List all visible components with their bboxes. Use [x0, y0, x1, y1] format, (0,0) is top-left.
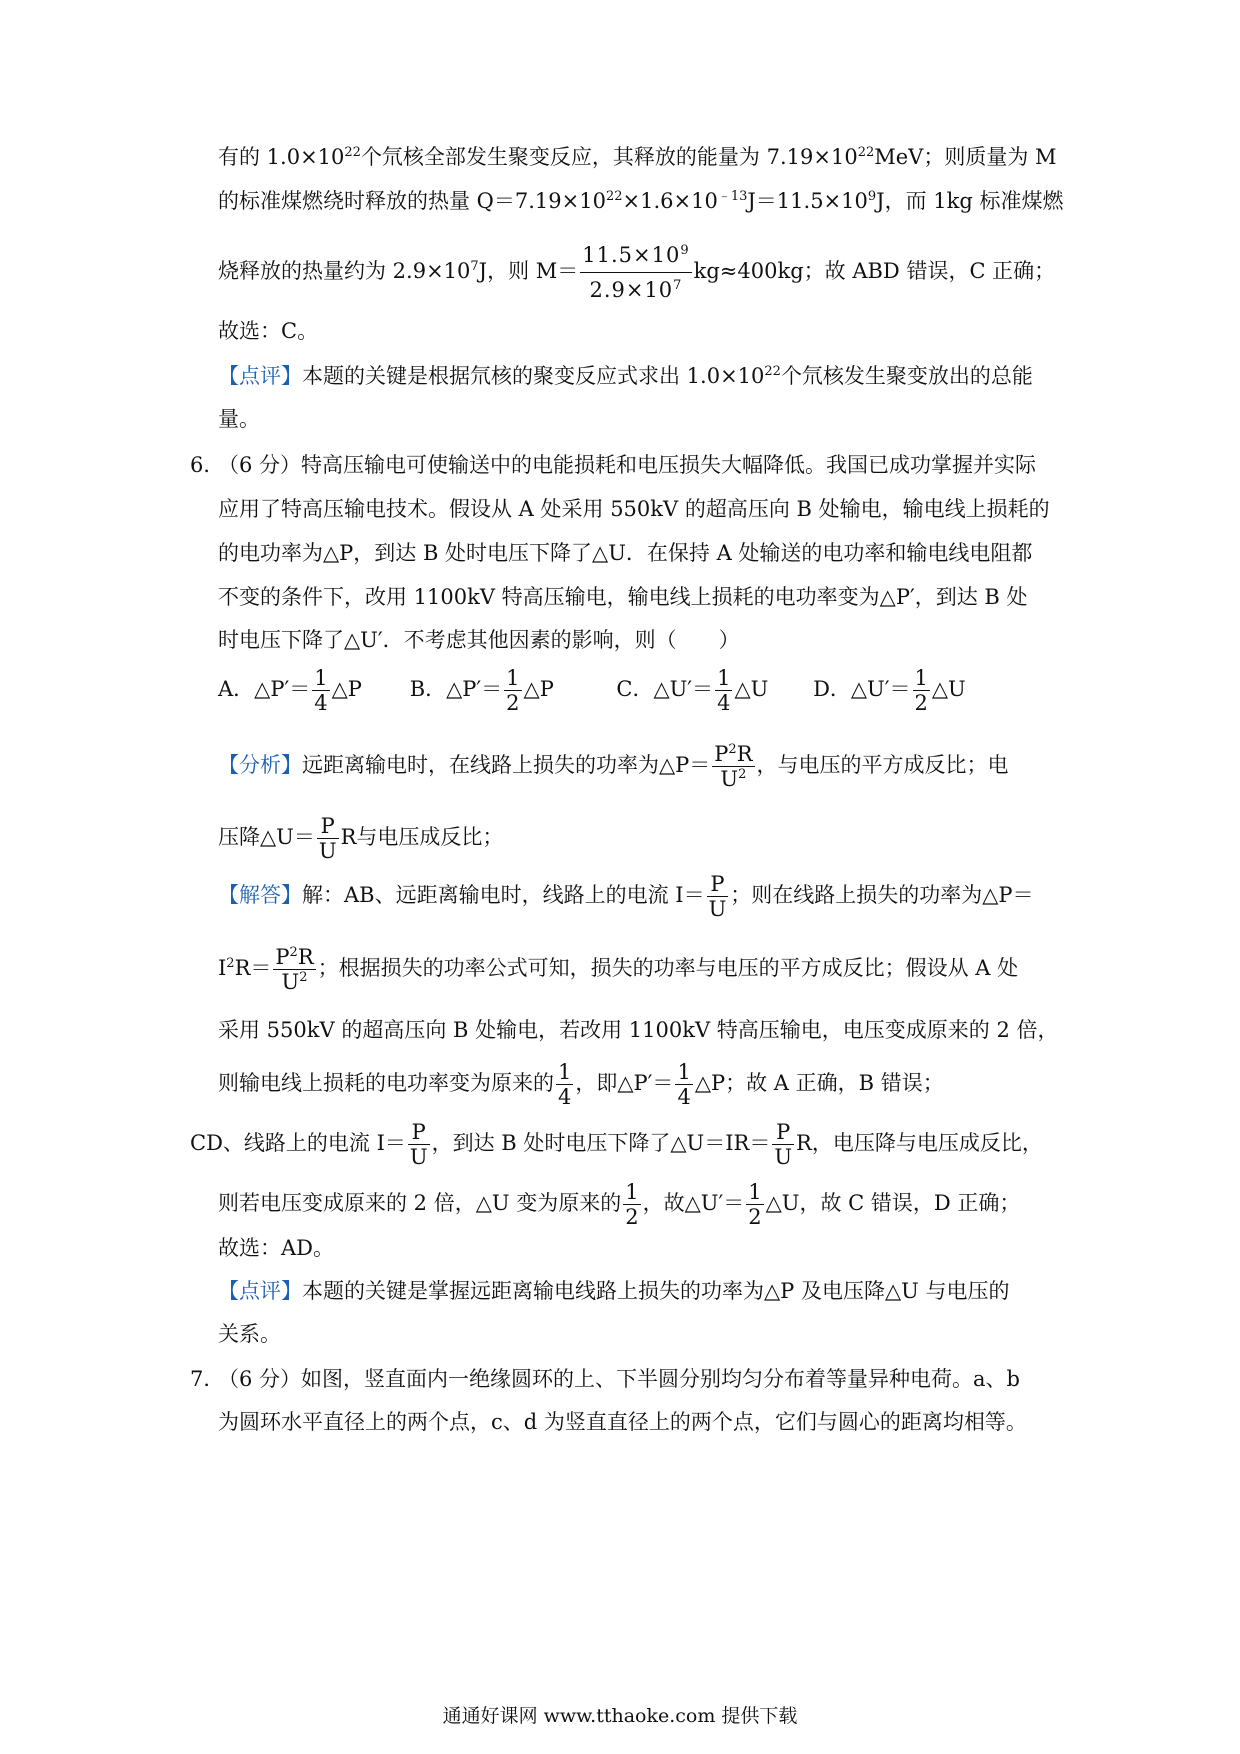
solution-line: 则输电线上损耗的电功率变为原来的 $\frac{1}{4}$ ，即△P′＝ $\frac{1}{4}$ △P；故 A 正确，B 错误；	[218, 1060, 944, 1109]
analysis-line: 压降△U＝ $\frac{P}{U}$ R与电压成反比；	[218, 814, 504, 863]
comment-line: 【点评】本题的关键是掌握远距离输电线路上损失的功率为△P 及电压降△U 与电压的	[218, 1279, 1010, 1303]
option-d: D．△U′＝ $\frac{1}{2}$ △U	[813, 666, 966, 715]
question-text: 应用了特高压输电技术。假设从 A 处采用 550kV 的超高压向 B 处输电，输电线上损耗的	[218, 497, 1050, 521]
question-text: 的电功率为△P，到达 B 处时电压下降了△U．在保持 A 处输送的电功率和输电线电阻都	[218, 541, 1033, 565]
page-footer: 通通好课网 www.tthaoke.com 提供下载	[442, 1705, 798, 1727]
question-number: 7．	[190, 1367, 225, 1391]
fraction: $\frac{11.5\times 10^9}{2.9\times 10^7}$	[580, 238, 691, 307]
solution-line: 【解答】解：AB、远距离输电时，线路上的电流 I＝ $\frac{P}{U}$ ；则在线路上损失的功率为△P＝	[218, 872, 1034, 921]
option-c: C．△U′＝ $\frac{1}{4}$ △U	[616, 666, 769, 715]
comment-line: 关系。	[218, 1322, 281, 1346]
analysis-tag: 【分析】	[218, 753, 302, 777]
comment-tag: 【点评】	[218, 364, 302, 388]
option-a: A．△P′＝ $\frac{1}{4}$ △P	[218, 666, 362, 715]
text-line: 的标准煤燃绕时释放的热量 $Q=7.19\times 10^{22}\times 1.6\times 10^{﹣13}J=11.5\times 10^9J$，而 1kg 标准煤燃	[218, 189, 1064, 213]
answer-tag: 【解答】	[218, 883, 302, 907]
question-text: （6 分）如图，竖直面内一绝缘圆环的上、下半圆分别均匀分布着等量异种电荷。a、b	[218, 1367, 1020, 1391]
question-text: 为圆环水平直径上的两个点，c、d 为竖直直径上的两个点，它们与圆心的距离均相等。	[218, 1410, 1027, 1434]
text-line: 【点评】本题的关键是根据氘核的聚变反应式求出 $1.0\times 10^{22}$个氘核发生聚变放出的总能	[218, 364, 1033, 388]
comment-tag: 【点评】	[218, 1279, 302, 1303]
option-b: B．△P′＝ $\frac{1}{2}$ △P	[409, 666, 554, 715]
options-row	[218, 666, 966, 715]
solution-line: 故选：AD。	[218, 1236, 335, 1260]
question-number: 6．	[190, 453, 225, 477]
text-line: 量。	[218, 407, 260, 431]
solution-line: 采用 550kV 的超高压向 B 处输电，若改用 1100kV 特高压输电，电压变成原来的 2 倍，	[218, 1018, 1059, 1042]
solution-line: 则若电压变成原来的 2 倍，△U 变为原来的 $\frac{1}{2}$ ，故△U′＝ $\frac{1}{2}$ △U，故 C 错误，D 正确；	[218, 1180, 1021, 1229]
text-line: 故选：C。	[218, 319, 319, 343]
solution-line: $I^2R=$ $\frac{P^2R}{U^2}$ ；根据损失的功率公式可知，损失的功率与电压的平方成反比；假设从 A 处	[218, 945, 1019, 994]
question-text: 不变的条件下，改用 1100kV 特高压输电，输电线上损耗的电功率变为△P′，到达 B 处	[218, 585, 1028, 609]
solution-line: CD、线路上的电流 I＝ $\frac{P}{U}$ ，到达 B 处时电压下降了△U＝IR＝ $\frac{P}{U}$ R，电压降与电压成反比，	[190, 1120, 1043, 1169]
text-line: 烧释放的热量约为 $2.9\times 10^7J$，则 M＝ $\frac{11.5\times 10^9}{2.9\times 10^7}$ kg≈400kg；故 ABD 错误，C 正确；	[218, 238, 1055, 307]
text-line: 有的 $1.0\times 10^{22}$个氘核全部发生聚变反应，其释放的能量为 $7.19\times 10^{22}MeV$；则质量为 M	[218, 145, 1057, 169]
question-text: （6 分）特高压输电可使输送中的电能损耗和电压损失大幅降低。我国已成功掌握并实际	[218, 453, 1037, 477]
question-text: 时电压下降了△U′．不考虑其他因素的影响，则（ ）	[218, 628, 740, 652]
analysis-line: 【分析】远距离输电时，在线路上损失的功率为△P＝ $\frac{P^2R}{U^2}$ ，与电压的平方成反比；电	[218, 742, 1009, 791]
